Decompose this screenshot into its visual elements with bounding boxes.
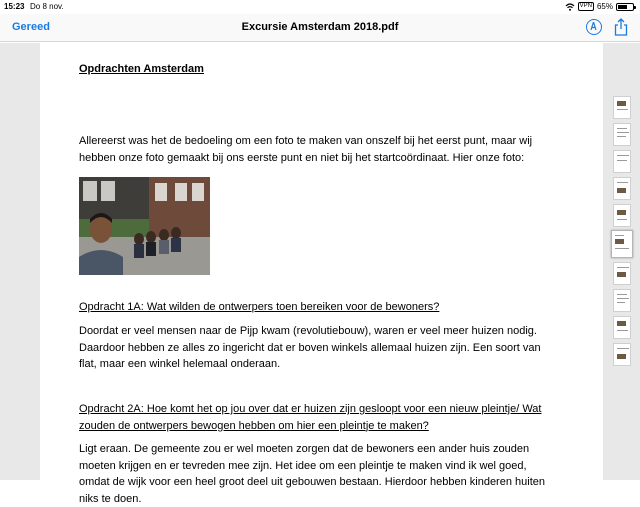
answer-1a: Doordat er veel mensen naar de Pijp kwam (revolutiebouw), waren er veel meer huizen nodig. Daardoor hebben ze alles zo ingericht dat er boven winkels allemaal huizen zijn. Een soort van flat, maar een winkel helemaal onderaan. bbox=[79, 325, 541, 370]
thumbnail-image bbox=[617, 354, 626, 359]
markup-pen-icon[interactable] bbox=[586, 19, 602, 35]
page-thumbnail[interactable] bbox=[613, 289, 631, 312]
status-bar bbox=[0, 0, 640, 14]
page-thumbnail-current[interactable] bbox=[611, 230, 633, 258]
thumbnail-line bbox=[617, 219, 627, 220]
status-time: 15:23 bbox=[4, 2, 25, 11]
question-1a: Opdracht 1A: Wat wilden de ontwerpers toen bereiken voor de bewoners? bbox=[79, 301, 440, 313]
page-thumbnail[interactable] bbox=[613, 150, 631, 173]
pdf-page bbox=[40, 43, 603, 505]
page-thumbnail[interactable] bbox=[613, 96, 631, 119]
group-photo bbox=[79, 177, 210, 275]
thumbnail-line bbox=[615, 248, 629, 249]
thumbnail-image bbox=[617, 210, 626, 215]
battery-icon bbox=[616, 3, 634, 11]
page-thumbnail[interactable] bbox=[613, 123, 631, 146]
done-button[interactable]: Gereed bbox=[12, 21, 50, 33]
thumbnail-line bbox=[617, 267, 629, 268]
thumbnail-line bbox=[617, 302, 625, 303]
thumbnail-image bbox=[617, 272, 626, 277]
page-thumbnail[interactable] bbox=[613, 204, 631, 227]
thumbnail-line bbox=[617, 298, 629, 299]
thumbnail-line bbox=[617, 330, 628, 331]
page-thumbnail[interactable] bbox=[613, 316, 631, 339]
status-indicators bbox=[565, 2, 634, 11]
thumbnail-line bbox=[617, 155, 629, 156]
page-thumbnail[interactable] bbox=[613, 262, 631, 285]
left-margin bbox=[0, 43, 40, 480]
thumbnail-line bbox=[617, 348, 629, 349]
thumbnail-image bbox=[617, 188, 626, 193]
wifi-icon bbox=[565, 3, 575, 11]
thumbnail-line bbox=[617, 136, 626, 137]
thumbnail-line bbox=[617, 128, 627, 129]
question-2a: Opdracht 2A: Hoe komt het op jou over dat er huizen zijn gesloopt voor een nieuw pleintje/ Wat zouden de ontwerpers bewogen hebben om hier een pleintje te maken? bbox=[79, 403, 542, 432]
nav-bar bbox=[0, 14, 640, 42]
answer-2a: Ligt eraan. De gemeente zou er wel moeten zorgen dat de bewoners een ander huis zouden moeten krijgen en er tevreden mee zijn. Het idee om een pleintje te maken vind ik wel goed, omdat de wijk voor een heel groot deel uit gebouwen bestaan. Hierdoor hebben kinderen huiten niks te doen. bbox=[79, 443, 545, 505]
thumbnail-line bbox=[617, 160, 627, 161]
thumbnail-image bbox=[615, 239, 624, 244]
page-thumbnail[interactable] bbox=[613, 177, 631, 200]
status-date: Do 8 nov. bbox=[30, 2, 64, 11]
battery-percent: 65% bbox=[596, 2, 613, 11]
page-heading: Opdrachten Amsterdam bbox=[79, 63, 204, 75]
thumbnail-line bbox=[617, 294, 627, 295]
share-icon[interactable] bbox=[614, 18, 628, 36]
intro-paragraph: Allereerst was het de bedoeling om een foto te maken van onszelf bij het eerst punt, maar wij hebben onze foto gemaakt bij ons eerste punt en niet bij het startcoördinaat. Hier onze foto: bbox=[79, 135, 533, 164]
document-title: Excursie Amsterdam 2018.pdf bbox=[241, 21, 399, 33]
vpn-badge: VPN bbox=[579, 3, 592, 9]
thumbnail-line bbox=[617, 109, 628, 110]
thumbnail-line bbox=[617, 132, 629, 133]
page-thumbnail[interactable] bbox=[613, 343, 631, 366]
thumbnail-line bbox=[617, 182, 628, 183]
thumbnail-image bbox=[617, 321, 626, 326]
thumbnail-image bbox=[617, 101, 626, 106]
thumbnail-line bbox=[615, 235, 624, 236]
battery-fill bbox=[618, 5, 627, 9]
